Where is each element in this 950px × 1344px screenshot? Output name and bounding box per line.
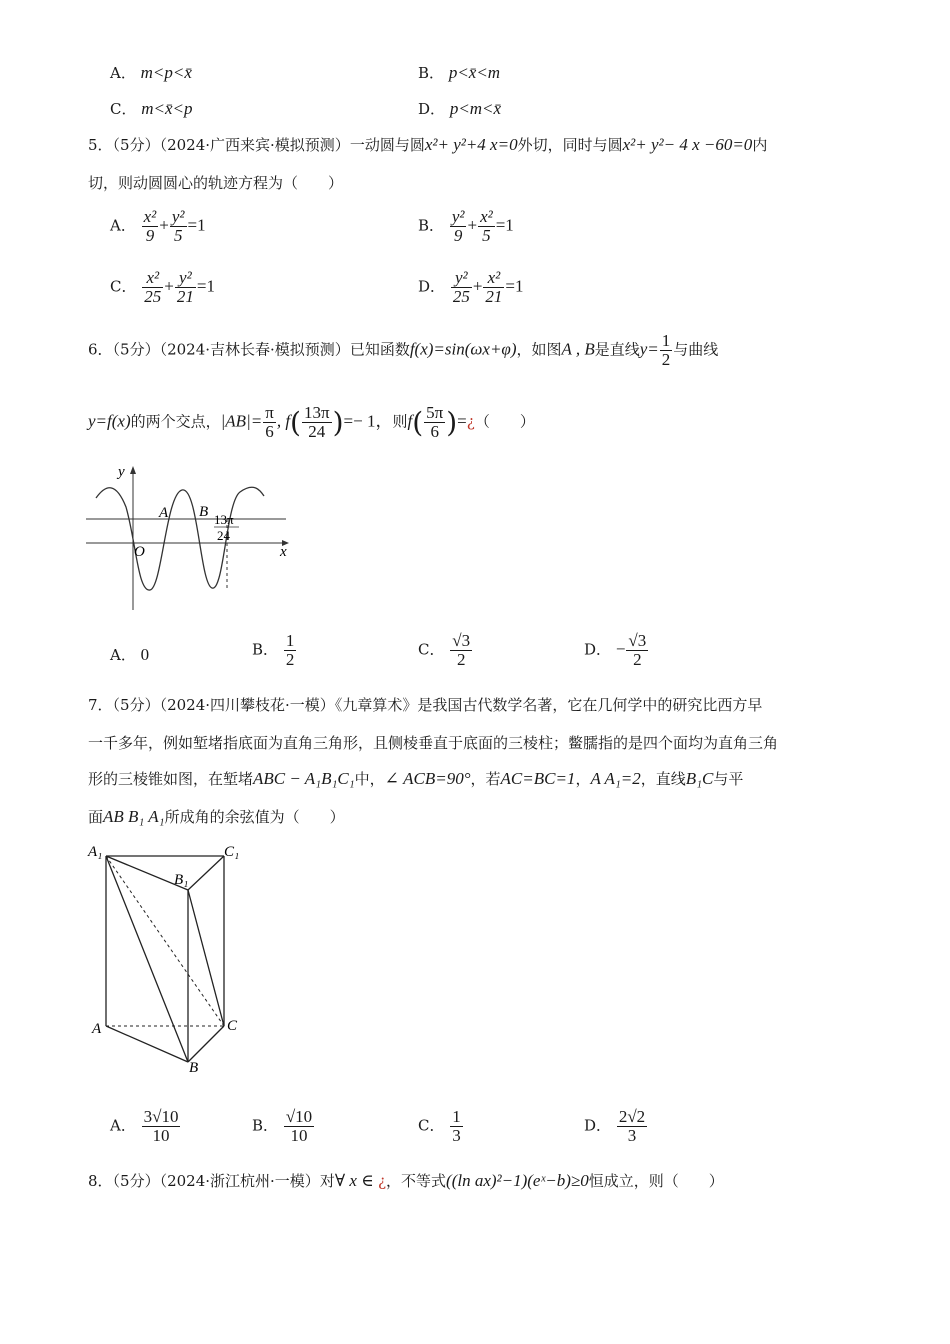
vertex-b1-label: B₁ [174, 872, 189, 888]
option-label: A． [110, 1116, 136, 1135]
q4-option-b[interactable] [418, 62, 500, 83]
q6-option-d[interactable]: D． − $\frac{√3}{2}$ [584, 631, 647, 669]
question-score: （5分） [112, 136, 160, 154]
sine-curve [96, 487, 264, 590]
vertex-b-label: B [189, 1060, 199, 1076]
option-expr: p<m<x̄ [449, 99, 502, 118]
q7-stem-line3: 形的三棱锥如图，在堑堵ABC − A₁B₁C₁中，∠ ACB=90°，若AC=BC=1，A A₁=2，直线B₁C与平 [88, 769, 744, 788]
option-label: A． [110, 64, 136, 82]
question-number: 6． [88, 340, 113, 359]
q7-stem-line2: 一千多年，例如堑堵指底面为直角三角形，且侧棱垂直于底面的三棱柱；鳖臑指的是四个面均为直角三角 [88, 734, 779, 752]
vertex-a1-label: A₁ [88, 844, 103, 860]
option-label: B． [252, 1116, 279, 1135]
tick-denominator: 24 [217, 528, 230, 543]
question-source: （2024·浙江杭州·一模） [159, 1172, 320, 1190]
option-label: B． [418, 216, 445, 235]
q6-option-c[interactable]: C． $\frac{√3}{2}$ [418, 631, 471, 669]
question-source: （2024·吉林长春·模拟预测） [159, 340, 350, 359]
q7-option-d[interactable]: D． $\frac{2√2}{3}$ [584, 1107, 646, 1145]
vertex-a-label: A [92, 1021, 102, 1037]
option-label: B． [252, 640, 279, 659]
q8-stem-line1: 8．（5分）（2024·浙江杭州·一模）对∀ x ∈ ¿，不等式((ln ax)²−1)(eˣ−b)≥0恒成立，则（ ） [88, 1171, 724, 1190]
question-number: 7． [88, 696, 113, 714]
q5-option-a[interactable]: A． $\frac{\text{x²}}{9}$ + $\frac{\text{y²}}{5}$ =1 [110, 207, 206, 245]
q5-option-c[interactable]: C． $\frac{\text{x²}}{25}$ + $\frac{\text{y²}}{21}$ =1 [110, 268, 215, 306]
q6-sine-graph [86, 462, 296, 612]
tick-numerator: 13π [214, 512, 234, 527]
q7-option-a[interactable]: A． $\frac{3√10}{10}$ [110, 1107, 179, 1145]
q4-option-a[interactable] [110, 62, 192, 83]
q5-stem-line1: 5．（5分）（2024·广西来宾·模拟预测）一动圆与圆x²+ y²+4 x=0外切，同时与圆x²+ y²− 4 x −60=0内 [88, 135, 768, 154]
q7-option-c[interactable]: C． $\frac{1}{3}$ [418, 1107, 461, 1145]
q7-option-b[interactable]: B． $\frac{√10}{10}$ [252, 1107, 313, 1145]
question-score: （5分） [112, 1172, 160, 1190]
option-expr: p<x̄<m [448, 63, 501, 82]
origin-label: O [134, 544, 145, 560]
x-axis-label: x [280, 544, 287, 560]
unknown-glyph: ¿ [377, 1172, 387, 1190]
q5-stem-line2: 切，则动圆圆心的轨迹方程为（ ） [88, 174, 344, 192]
circle-equation-1: x²+ y²+4 x=0 [424, 135, 518, 154]
option-label: C． [110, 277, 137, 296]
q7-prism-figure [86, 836, 256, 1082]
q4-option-d[interactable] [418, 98, 501, 119]
option-label: D． [584, 640, 612, 659]
option-label: D． [418, 100, 446, 118]
option-label: D． [418, 277, 446, 296]
unknown-glyph: ¿ [466, 412, 475, 431]
question-score: （5分） [112, 696, 160, 714]
option-label: C． [418, 1116, 445, 1135]
option-expr: m<p<x̄ [140, 63, 192, 82]
q7-stem-line1: 7．（5分）（2024·四川攀枝花·一模）《九章算术》是我国古代数学名著，它在几何学中的研究比西方早 [88, 696, 763, 714]
q7-stem-line4: 面AB B₁ A₁所成角的余弦值为（ ） [88, 807, 345, 826]
q5-option-d[interactable]: D． $\frac{\text{y²}}{25}$ + $\frac{\text{x²}}{21}$ =1 [418, 268, 524, 306]
question-score: （5分） [112, 340, 160, 359]
option-label: B． [418, 64, 445, 82]
y-axis-label: y [118, 464, 125, 480]
inequality: ((ln ax)²−1)(eˣ−b)≥0 [446, 1171, 589, 1190]
y-axis-arrow [130, 466, 136, 474]
option-expr: m<x̄<p [141, 99, 193, 118]
q5-option-b[interactable]: B． $\frac{\text{y²}}{9}$ + $\frac{\text{x²}}{5}$ =1 [418, 207, 514, 245]
function-definition: f(x)=sin(ωx+φ) [409, 339, 517, 359]
vertex-c1-label: C₁ [224, 844, 240, 860]
option-label: C． [418, 640, 445, 659]
q6-option-a[interactable]: A． 0 [110, 645, 150, 664]
option-label: C． [110, 100, 137, 118]
q4-option-c[interactable] [110, 98, 193, 119]
q6-stem-line2: y=f(x)的两个交点，|AB|= $\frac{\pi}{6}$ , f( $\frac{13\pi}{24}$ )=− 1，则f( $\frac{5\pi}{6}$ )=¿（ ） [88, 403, 535, 441]
point-b-label: B [199, 504, 209, 520]
q6-stem-line1: 6．（5分）（2024·吉林长春·模拟预测）已知函数f(x)=sin(ωx+φ)，如图A , B是直线y= $\frac{1}{2}$ 与曲线 [88, 331, 719, 369]
option-label: A． [110, 646, 136, 664]
question-number: 8． [88, 1172, 113, 1190]
question-number: 5． [88, 136, 113, 154]
point-a-label: A [159, 505, 169, 521]
q6-option-b[interactable]: B． $\frac{1}{2}$ [252, 631, 295, 669]
vertex-c-label: C [227, 1018, 238, 1034]
option-label: D． [584, 1116, 612, 1135]
circle-equation-2: x²+ y²− 4 x −60=0 [622, 135, 753, 154]
question-source: （2024·广西来宾·模拟预测） [159, 136, 350, 154]
question-source: （2024·四川攀枝花·一模） [159, 696, 335, 714]
option-label: A． [110, 216, 136, 235]
